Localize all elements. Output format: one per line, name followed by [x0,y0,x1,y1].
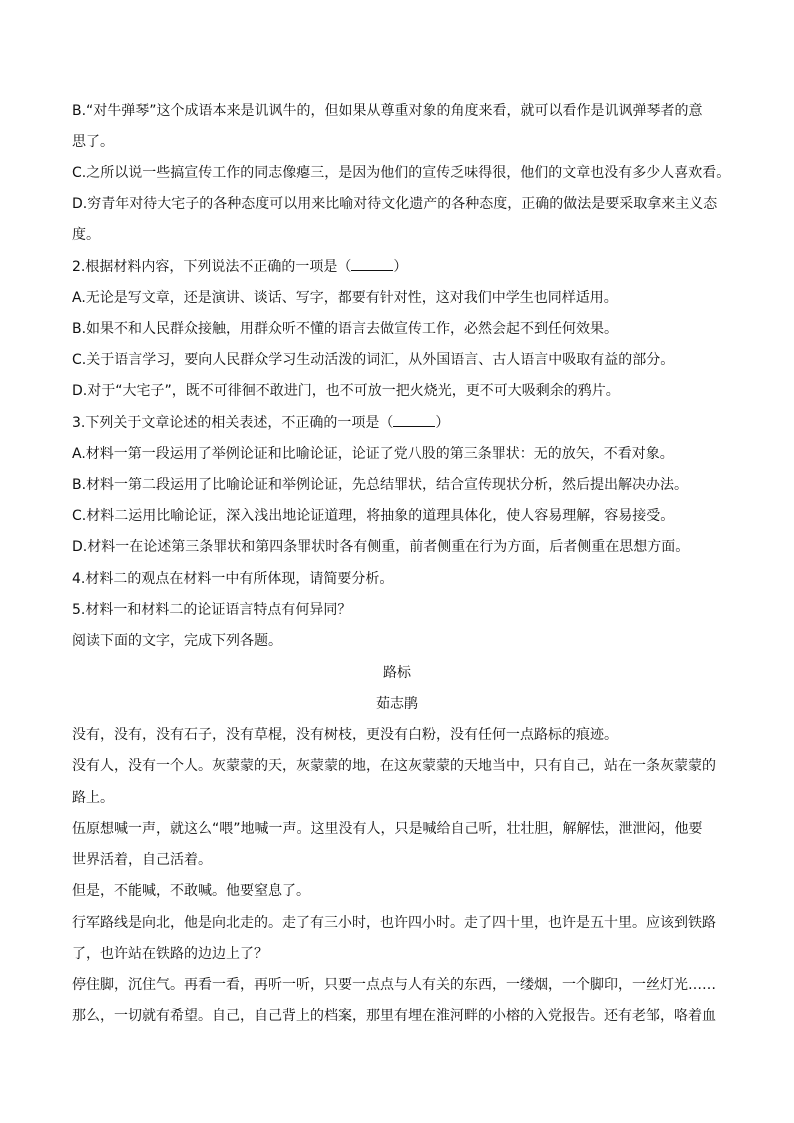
question-3 [72,412,449,433]
question-2 [72,256,407,277]
story-paragraph: 没有，没有，没有石子，没有草棍，没有树枝，更没有白粉，没有任何一点路标的痕迹。 [72,727,618,743]
question-5: 5.材料一和材料二的论证语言特点有何异同？ [72,602,352,618]
option-c: C.之所以说一些搞宣传工作的同志像瘪三，是因为他们的宣传乏味得很，他们的文章也没有多少人喜欢看。 [72,165,731,181]
q2-option-a: A.无论是写文章，还是演讲、谈话、写字，都要有针对性，这对我们中学生也同样适用。 [72,290,618,306]
question-3-close: ） [435,415,450,431]
question-3-text: 3.下列关于文章论述的相关表述，不正确的一项是（ [72,415,394,431]
story-paragraph: 行军路线是向北，他是向北走的。走了有三小时，也许四小时。走了四十里，也许是五十里。应该到铁路 [72,915,716,931]
option-b-line2: 思了。 [72,134,114,150]
story-author: 茹志鹃 [376,696,418,712]
option-d-line2: 度。 [72,227,100,243]
q3-option-d: D.材料一在论述第三条罪状和第四条罪状时各有侧重，前者侧重在行为方面，后者侧重在思想方面。 [72,539,690,555]
question-2-text: 2.根据材料内容，下列说法不正确的一项是（ [72,259,352,275]
q3-option-a: A.材料一第一段运用了举例论证和比喻论证，论证了党八股的第三条罪状：无的放矢，不看对象。 [72,446,674,462]
q2-option-c: C.关于语言学习，要向人民群众学习生动活泼的词汇，从外国语言、古人语言中吸取有益的部分。 [72,352,675,368]
story-paragraph: 停住脚，沉住气。再看一看，再听一听，只要一点点与人有关的东西，一缕烟，一个脚印，一丝灯光…… [72,977,716,993]
story-paragraph: 但是，不能喊，不敢喊。他要窒息了。 [72,883,310,899]
story-paragraph: 伍原想喊一声，就这么“喂”地喊一声。这里没有人，只是喊给自己听，壮壮胆，解解怯，泄泄闷，他要 [72,821,703,837]
question-4: 4.材料二的观点在材料一中有所体现，请简要分析。 [72,571,394,587]
reading-instruction: 阅读下面的文字，完成下列各题。 [72,633,282,649]
answer-blank[interactable] [393,412,435,427]
story-paragraph: 没有人，没有一个人。灰蒙蒙的天，灰蒙蒙的地，在这灰蒙蒙的天地当中，只有自己，站在一条灰蒙蒙的 [72,758,716,774]
story-title: 路标 [383,665,411,681]
q3-option-c: C.材料二运用比喻论证，深入浅出地论证道理，将抽象的道理具体化，使人容易理解，容易接受。 [72,508,675,524]
option-d-line1: D.穷青年对待大宅子的各种态度可以用来比喻对待文化遗产的各种态度，正确的做法是要采取拿来主义态 [72,196,718,212]
q2-option-d: D.对于“大宅子”，既不可徘徊不敢进门，也不可放一把火烧光，更不可大吸剩余的鸦片。 [72,383,620,399]
q3-option-b: B.材料一第二段运用了比喻论证和举例论证，先总结罪状，结合宣传现状分析，然后提出解决办法。 [72,477,689,493]
answer-blank[interactable] [351,256,393,271]
story-paragraph: 了，也许站在铁路的边边上了？ [72,946,268,962]
option-b-line1: B.“对牛弹琴”这个成语本来是讥讽牛的，但如果从尊重对象的角度来看，就可以看作是讥讽弹琴者的意 [72,103,703,119]
q2-option-b: B.如果不和人民群众接触，用群众听不懂的语言去做宣传工作，必然会起不到任何效果。 [72,321,619,337]
story-paragraph: 那么，一切就有希望。自己，自己背上的档案，那里有埋在淮河畔的小榕的入党报告。还有老邹，咯着血 [72,1008,716,1024]
story-paragraph: 世界活着，自己活着。 [72,852,212,868]
story-paragraph: 路上。 [72,790,114,806]
question-2-close: ） [393,259,408,275]
